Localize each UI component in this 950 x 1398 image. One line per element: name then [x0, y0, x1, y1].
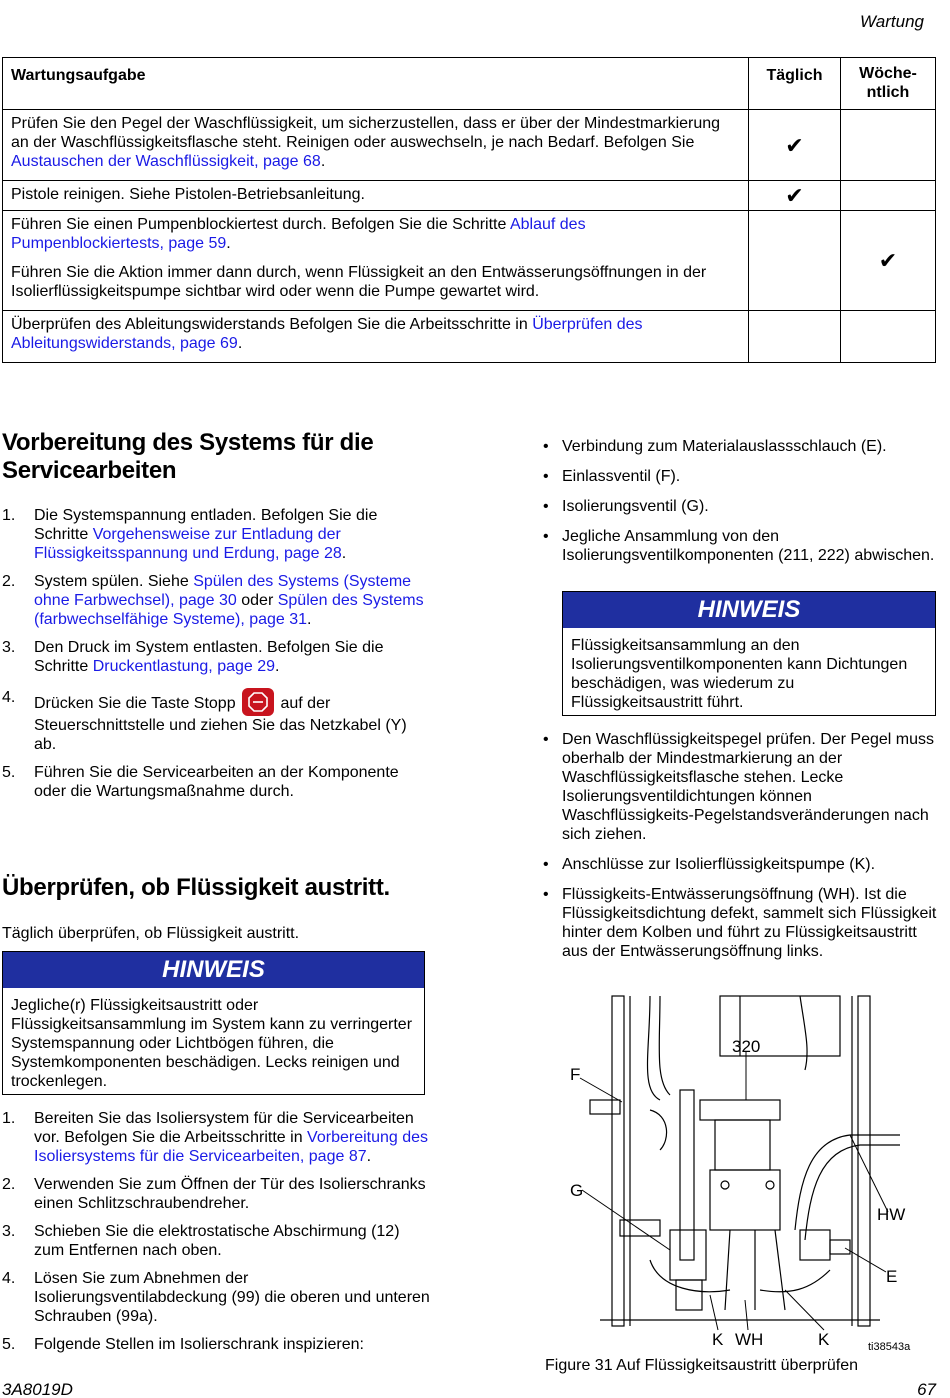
- link-prep-isolation[interactable]: Vorbereitung des Isoliersystems für die Servicearbeiten, page 87: [34, 1129, 429, 1165]
- label-k-left: K: [712, 1330, 724, 1349]
- header-task: Wartungsaufgabe: [3, 58, 749, 110]
- link-discharge[interactable]: Vorgehensweise zur Entladung der Flüssigkeitsspannung und Erdung, page 28: [34, 526, 342, 562]
- prep-steps: [2, 506, 427, 810]
- link-flush-color[interactable]: Spülen des Systems (farbwechselfähige Systeme), page 31: [34, 592, 424, 628]
- leak-steps: [2, 1109, 432, 1363]
- link-pump-test[interactable]: Ablauf des Pumpenblockiertests, page 59: [11, 216, 586, 252]
- notice-title: HINWEIS: [3, 952, 424, 988]
- leak-intro: Täglich überprüfen, ob Flüssigkeit austritt.: [2, 925, 300, 942]
- doc-number: 3A8019D: [2, 1380, 73, 1398]
- list-item: • Isolierungsventil (G).: [543, 498, 709, 515]
- row-task: Prüfen Sie den Pegel der Waschflüssigkeit, um sicherzustellen, dass er über der Mindestmarkierung an der Waschflüssigkeitsflasche steht. Reinigen oder auswechseln, je nach Bedarf. Befolgen Sie Austauschen der Waschflüssigkeit, page 68.: [3, 110, 749, 181]
- label-k-right: K: [818, 1330, 830, 1349]
- stop-button-icon: [242, 688, 274, 716]
- row-task: Überprüfen des Ableitungswiderstands Befolgen Sie die Arbeitsschritte in Überprüfen des Ableitungswiderstands, page 69.: [3, 311, 749, 363]
- check-weekly: ✔: [841, 211, 936, 311]
- figure-id: ti38543a: [868, 1341, 911, 1350]
- list-item: • Anschlüsse zur Isolierflüssigkeitspumpe (K).: [543, 856, 876, 873]
- check-weekly: [841, 311, 936, 363]
- list-item: 4. Drücken Sie die Taste Stopp auf der Steuerschnittstelle und ziehen Sie das Netzkabel (Y) ab.: [2, 689, 407, 753]
- check-daily: [749, 311, 841, 363]
- link-pressure-relief[interactable]: Druckentlastung, page 29: [92, 658, 276, 675]
- notice-title: HINWEIS: [563, 592, 935, 628]
- header-weekly: Wöche- ntlich: [841, 58, 936, 110]
- figure-caption: Figure 31 Auf Flüssigkeitsaustritt überprüfen: [545, 1357, 859, 1374]
- list-item: 2. Verwenden Sie zum Öffnen der Tür des Isolierschranks einen Schlitzschraubendreher.: [2, 1176, 426, 1212]
- isolation-cabinet-figure: [560, 990, 920, 1350]
- notice-box: [2, 951, 425, 1095]
- label-g: G: [570, 1181, 584, 1200]
- link-flush-no-color[interactable]: Spülen des Systems (Systeme ohne Farbwechsel), page 30: [34, 573, 412, 609]
- prep-heading: Vorbereitung des Systems für die Servicearbeiten: [2, 429, 374, 484]
- check-daily: ✔: [749, 110, 841, 181]
- page-number: 67: [917, 1380, 936, 1398]
- list-item: 5. Folgende Stellen im Isolierschrank inspizieren:: [2, 1336, 364, 1353]
- link-resistance[interactable]: Überprüfen des Ableitungswiderstands, page 69: [11, 316, 643, 352]
- table-row: [3, 211, 936, 311]
- inspect-list-a: [543, 437, 938, 576]
- list-item: • Jegliche Ansammlung von den Isolierungsventilkomponenten (211, 222) abwischen.: [543, 528, 935, 564]
- maintenance-table: [2, 57, 936, 363]
- table-row: [3, 181, 936, 211]
- table-row: [3, 311, 936, 363]
- label-wh: WH: [735, 1330, 764, 1349]
- check-daily: ✔: [749, 181, 841, 211]
- check-daily: [749, 211, 841, 311]
- list-item: 2. System spülen. Siehe Spülen des Systems (Systeme ohne Farbwechsel), page 30 oder Spülen des Systems (farbwechselfähige Systeme), page 31.: [2, 573, 424, 628]
- table-row: [3, 110, 936, 181]
- link-washfluid[interactable]: Austauschen der Waschflüssigkeit, page 68: [11, 153, 321, 170]
- label-f: F: [570, 1065, 581, 1084]
- label-320: 320: [732, 1037, 761, 1056]
- notice-body: Flüssigkeitsansammlung an den Isolierungsventilkomponenten kann Dichtungen beschädigen, was wiederum zu Flüssigkeitsaustritt führt.: [571, 637, 908, 711]
- leak-heading: Überprüfen, ob Flüssigkeit austritt.: [2, 874, 390, 901]
- list-item: 1. Bereiten Sie das Isoliersystem für die Servicearbeiten vor. Befolgen Sie die Arbeitsschritte in Vorbereitung des Isoliersystems für die Servicearbeiten, page 87.: [2, 1110, 429, 1165]
- row-task: Führen Sie einen Pumpenblockiertest durch. Befolgen Sie die Schritte Ablauf des Pumpenblockiertests, page 59. Führen Sie die Aktion immer dann durch, wenn Flüssigkeit an den Entwässerungsöffnungen in der Isolierflüssigkeitspumpe sichtbar wird oder wenn die Pumpe gewartet wird.: [3, 211, 749, 311]
- list-item: • Den Waschflüssigkeitspegel prüfen. Der Pegel muss oberhalb der Mindestmarkierung an der Waschflüssigkeitsflasche stehen. Lecke Isolierungsventildichtungen können Waschflüssigkeits-Pegelstandsveränderungen nach sich ziehen.: [543, 731, 935, 843]
- header-daily: Täglich: [749, 58, 841, 110]
- list-item: 5. Führen Sie die Servicearbeiten an der Komponente oder die Wartungsmaßnahme durch.: [2, 764, 399, 800]
- table-header-row: [3, 58, 936, 110]
- label-hw: HW: [877, 1205, 906, 1224]
- row-task: Pistole reinigen. Siehe Pistolen-Betriebsanleitung.: [3, 181, 749, 211]
- section-header: Wartung: [860, 12, 924, 31]
- list-item: • Flüssigkeits-Entwässerungsöffnung (WH). Ist die Flüssigkeitsdichtung defekt, sammelt sich Flüssigkeit hinter dem Kolben und führt zu Flüssigkeitsaustritt aus der Entwässerungsöffnung links.: [543, 886, 937, 960]
- label-e: E: [886, 1267, 898, 1286]
- list-item: 3. Schieben Sie die elektrostatische Abschirmung (12) zum Entfernen nach oben.: [2, 1223, 400, 1259]
- list-item: 4. Lösen Sie zum Abnehmen der Isolierungsventilabdeckung (99) die oberen und unteren Schrauben (99a).: [2, 1270, 430, 1325]
- list-item: 1. Die Systemspannung entladen. Befolgen Sie die Schritte Vorgehensweise zur Entladung der Flüssigkeitsspannung und Erdung, page 28.: [2, 507, 378, 562]
- list-item: 3. Den Druck im System entlasten. Befolgen Sie die Schritte Druckentlastung, page 29.: [2, 639, 384, 675]
- list-item: • Einlassventil (F).: [543, 468, 681, 485]
- notice-box: [562, 591, 936, 716]
- cabinet-illustration: [560, 990, 920, 1350]
- check-weekly: [841, 181, 936, 211]
- check-weekly: [841, 110, 936, 181]
- inspect-list-b: [543, 730, 938, 972]
- notice-body: Jegliche(r) Flüssigkeitsaustritt oder Flüssigkeitsansammlung im System kann zu verringerter Systemspannung oder Lichtbögen führen, die Systemkomponenten beschädigen. Lecks reinigen und trockenlegen.: [11, 997, 413, 1090]
- list-item: • Verbindung zum Materialauslassschlauch (E).: [543, 438, 887, 455]
